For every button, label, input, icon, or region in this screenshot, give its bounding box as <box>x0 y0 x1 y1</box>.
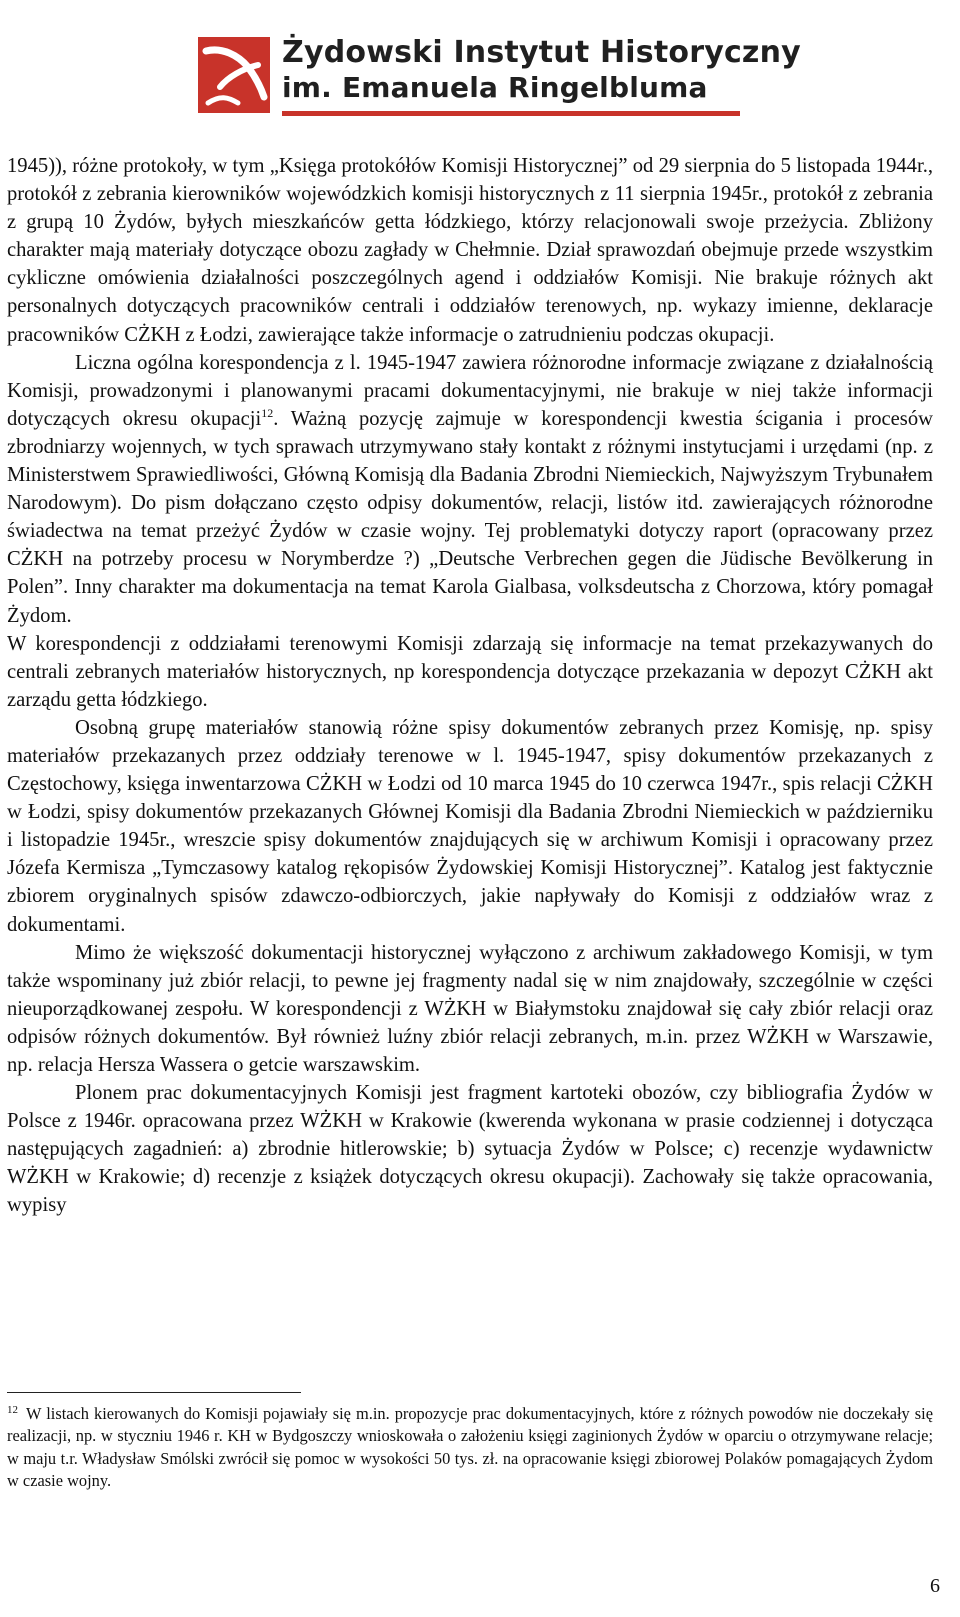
paragraph-2-text-b: . Ważną pozycję zajmuje w korespondencji kwestia ścigania i procesów zbrodniarzy wojennych, w tych sprawach utrzymywano stały kontakt z różnymi instytucjami i urzędami (np. z Ministerstwem Sprawiedliwości, Główną Komisją dla Badania Zbrodni Niemieckich, Najwyższym Trybunałem Narodowym). Do pism dołączano często odpisy dokumentów, relacji, listów itd. zawierających różnorodne świadectwa na temat przeżyć Żydów w czasie wojny. Tej problematyki dotyczy raport (opracowany przez CŻKH na potrzeby procesu w Norymberdze ?) „Deutsche Verbrechen gegen die Jüdische Bevölkerung in Polen”. Inny charakter ma dokumentacja na temat Karola Gialbasa, volksdeutscha z Chorzowa, który pomagał Żydom. <box>7 407 933 627</box>
footnote-reference[interactable]: 12 <box>261 405 274 420</box>
paragraph-4: Osobną grupę materiałów stanowią różne spisy dokumentów zebranych przez Komisję, np. spisy materiałów przekazanych przez oddziały terenowe w l. 1945-1947, spisy dokumentów przekazanych z Częstochowy, księga inwentarzowa CŻKH w Łodzi od 10 marca 1945 do 10 czerwca 1947r., spis relacji CŻKH w Łodzi, spisy dokumentów przekazanych Głównej Komisji dla Badania Zbrodni Niemieckich w październiku i listopadzie 1945r., wreszcie spisy dokumentów znajdujących się w archiwum Komisji i opracowany przez Józefa Kermisza „Tymczasowy katalog rękopisów Żydowskiej Komisji Historycznej”. Katalog jest faktycznie zbiorem oryginalnych spisów zdawczo-odbiorczych, jakie napływały do Komisji z oddziałów wraz z dokumentami. <box>7 716 933 936</box>
footnote-number: 12 <box>7 1403 18 1416</box>
paragraph-2 <box>7 349 933 630</box>
header-divider <box>282 111 740 116</box>
institute-name: Żydowski Instytut Historyczny <box>282 35 801 70</box>
paragraph-6: Plonem prac dokumentacyjnych Komisji jest fragment kartoteki obozów, czy bibliografia Żydów w Polsce z 1946r. opracowana przez WŻKH w Krakowie (kwerenda wykonana w prasie codziennej i dotycząca następujących zagadnień: a) zbrodnie hitlerowskie; b) sytuacja Żydów w Polsce; c) recenzje wydawnictw WŻKH w Krakowie; d) recenzje z książek dotyczących okresu okupacji). Zachowały się także opracowania, wypisy <box>7 1082 933 1217</box>
page-number: 6 <box>930 1575 940 1597</box>
paragraph-2-text-a: Liczna ogólna korespondencja z l. 1945-1947 zawiera różnorodne informacje związane z działalnością Komisji, prowadzonymi i planowanymi pracami dokumentacyjnymi, nie brakuje w niej także informacji dotyczących okresu okupacji <box>7 351 933 430</box>
footnote <box>7 1403 933 1493</box>
paragraph-3: W korespondencji z oddziałami terenowymi Komisji zdarzają się informacje na temat przekazywanych do centrali zebranych materiałów historycznych, np korespondencja dotyczące przekazania w depozyt CŻKH akt zarządu getta łódzkiego. <box>7 632 933 711</box>
page-header <box>198 31 801 115</box>
footnote-separator <box>7 1392 301 1393</box>
main-text <box>7 152 933 1220</box>
footnote-text: W listach kierowanych do Komisji pojawiały się m.in. propozycje prac dokumentacyjnych, które z różnych powodów nie doczekały się realizacji, np. w styczniu 1946 r. KH w Bydgoszczy wnioskowała o założeniu księgi zaginionych Żydów w oparciu o otrzymywane relacje; w maju t.r. Władysław Smólski zwrócił się pomoc w wysokości 50 tys. zł. na opracowanie księgi zbiorowej Polaków pomagających Żydom w czasie wojny. <box>7 1404 933 1491</box>
zih-logo-icon <box>198 37 270 113</box>
paragraph-5: Mimo że większość dokumentacji historycznej wyłączono z archiwum zakładowego Komisji, w tym także wspominany już zbiór relacji, to pewne jej fragmenty nadal się w nim znajdowały, szczególnie w części nieuporządkowanej zespołu. W korespondencji z WŻKH w Białymstoku znajdował się cały zbiór relacji oraz odpisów różnych dokumentów. Był również luźny zbiór relacji zebranych, m.in. przez WŻKH w Warszawie, np. relacja Hersza Wassera o getcie warszawskim. <box>7 941 933 1076</box>
institute-subtitle: im. Emanuela Ringelbluma <box>282 71 708 104</box>
paragraph-1: 1945)), różne protokoły, w tym „Księga protokółów Komisji Historycznej” od 29 sierpnia do 5 listopada 1944r., protokół z zebrania kierowników wojewódzkich komisji historycznych z 11 sierpnia 1945r., protokół z zebrania z grupą 10 Żydów, byłych mieszkańców getta łódzkiego, którzy relacjonowali swoje przeżycia. Zbliżony charakter mają materiały dotyczące obozu zagłady w Chełmnie. Dział sprawozdań obejmuje przede wszystkim cykliczne omówienia działalności poszczególnych agend i oddziałów Komisji. Nie brakuje różnych akt personalnych dotyczących pracowników centrali i oddziałów terenowych, np. wykazy imienne, deklaracje pracowników CŻKH z Łodzi, zawierające także informacje o zatrudnieniu podczas okupacji. <box>7 155 933 346</box>
